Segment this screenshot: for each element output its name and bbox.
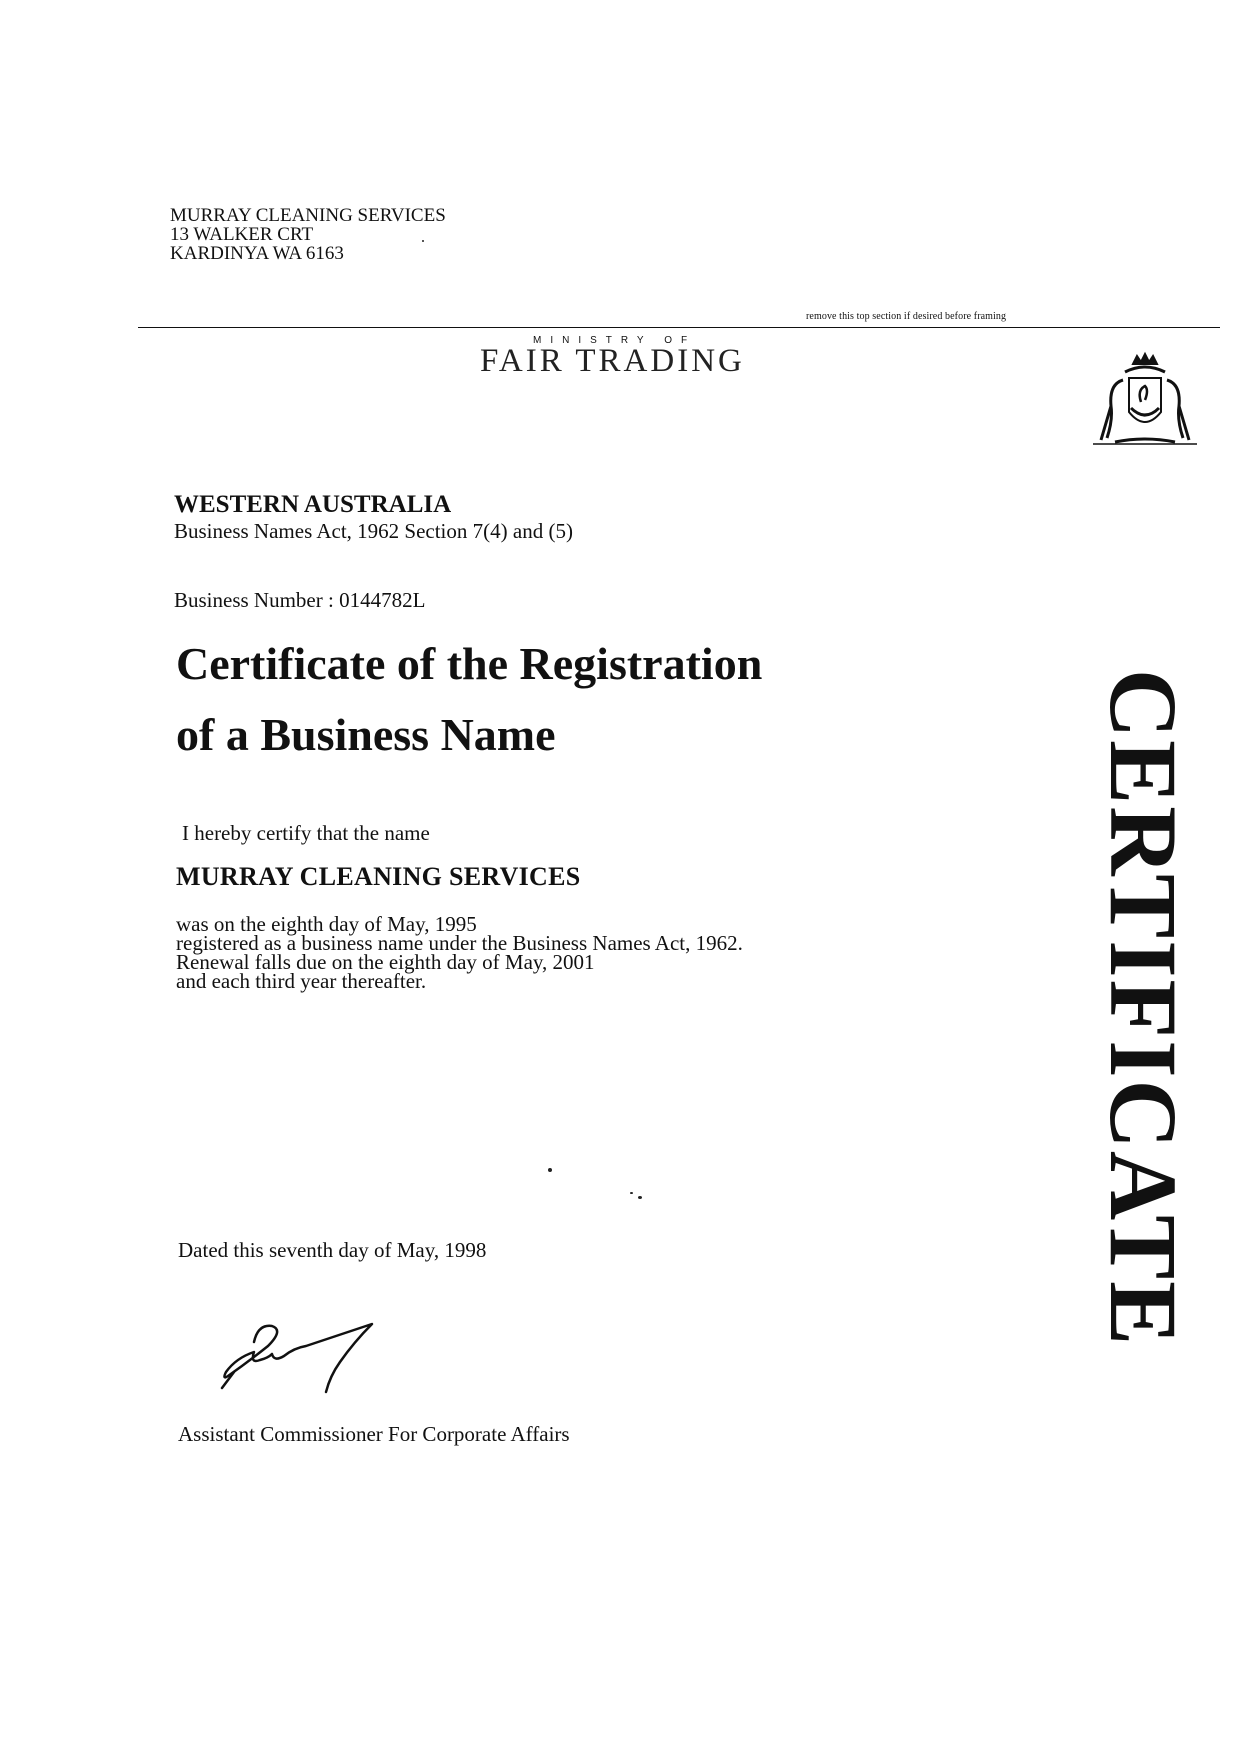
address-line-2: 13 WALKER CRT — [170, 224, 314, 245]
framing-note: remove this top section if desired before framing — [806, 311, 1007, 322]
address-line-1: MURRAY CLEANING SERVICES — [170, 205, 446, 226]
certificate-title-line-1: Certificate of the Registration — [176, 638, 763, 689]
scan-speck — [630, 1192, 633, 1194]
registration-details — [176, 912, 743, 993]
mailing-address — [170, 206, 446, 263]
certificate-title-line-2: of a Business Name — [176, 709, 556, 760]
act-reference: Business Names Act, 1962 Section 7(4) and (5) — [174, 519, 573, 543]
address-line-3: KARDINYA WA 6163 — [170, 243, 344, 264]
scan-speck — [548, 1168, 552, 1172]
details-line-3: Renewal falls due on the eighth day of May, 2001 — [176, 950, 595, 974]
state-heading: WESTERN AUSTRALIA — [174, 491, 452, 518]
details-line-2: registered as a business name under the Business Names Act, 1962. — [176, 931, 743, 955]
registered-business-name: MURRAY CLEANING SERVICES — [176, 862, 581, 891]
ministry-name: FAIR TRADING — [480, 343, 745, 379]
vertical-certificate-banner — [1090, 568, 1197, 1448]
scan-speck — [638, 1196, 642, 1199]
top-divider — [138, 327, 1220, 328]
coat-of-arms-icon — [1085, 350, 1205, 452]
dated-line: Dated this seventh day of May, 1998 — [178, 1238, 487, 1262]
vertical-certificate-text: CERTIFICATE — [1090, 668, 1197, 1348]
signature-icon — [214, 1318, 394, 1404]
certificate-title — [176, 628, 956, 770]
scan-speck — [422, 240, 424, 242]
details-line-4: and each third year thereafter. — [176, 969, 427, 993]
business-number: Business Number : 0144782L — [174, 588, 426, 612]
certify-statement: I hereby certify that the name — [182, 821, 430, 845]
details-line-1: was on the eighth day of May, 1995 — [176, 912, 477, 936]
signatory-title: Assistant Commissioner For Corporate Affairs — [178, 1422, 570, 1446]
ministry-of-label: MINISTRY OF — [533, 335, 697, 346]
